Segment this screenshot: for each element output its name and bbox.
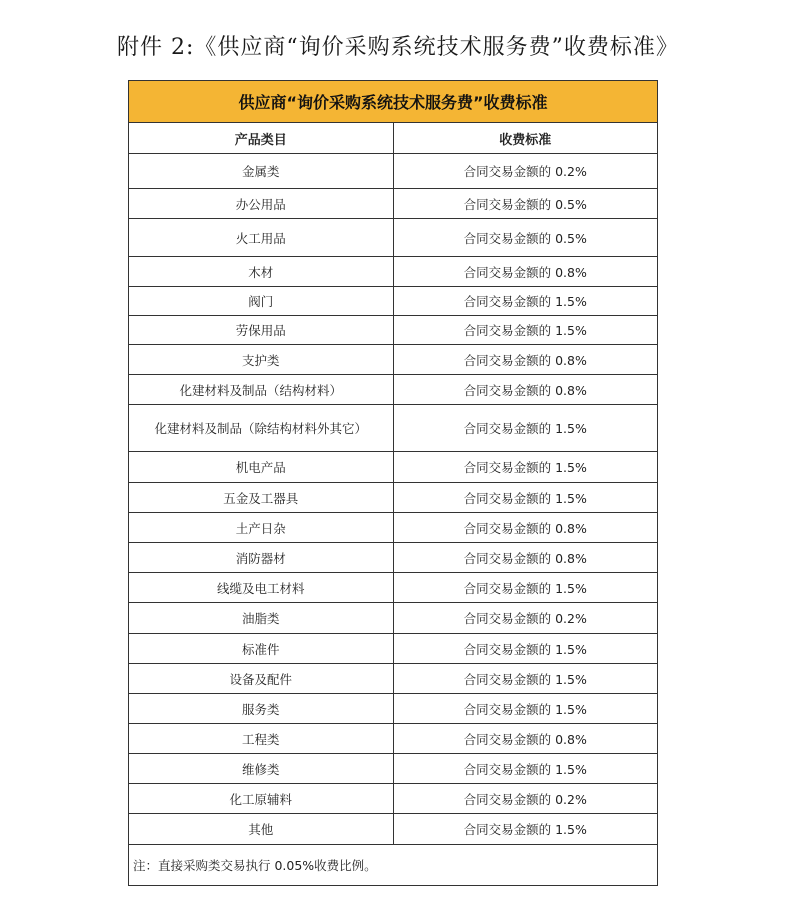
table-row bbox=[129, 219, 658, 257]
table-row bbox=[129, 483, 658, 513]
table-row bbox=[129, 724, 658, 754]
category-cell: 木材 bbox=[129, 257, 394, 287]
table-title-row bbox=[129, 81, 658, 123]
category-cell: 线缆及电工材料 bbox=[129, 573, 394, 603]
category-cell: 劳保用品 bbox=[129, 316, 394, 345]
category-cell: 化工原辅料 bbox=[129, 784, 394, 814]
rate-cell: 合同交易金额的 1.5% bbox=[393, 405, 658, 452]
category-cell: 办公用品 bbox=[129, 189, 394, 219]
table-row bbox=[129, 452, 658, 483]
category-cell: 化建材料及制品（结构材料） bbox=[129, 375, 394, 405]
table-row bbox=[129, 814, 658, 845]
category-cell: 阀门 bbox=[129, 287, 394, 316]
fee-standard-table bbox=[128, 80, 658, 886]
category-cell: 标准件 bbox=[129, 634, 394, 664]
table-row bbox=[129, 345, 658, 375]
table-row bbox=[129, 694, 658, 724]
table-row bbox=[129, 287, 658, 316]
rate-cell: 合同交易金额的 1.5% bbox=[393, 814, 658, 845]
rate-cell: 合同交易金额的 0.8% bbox=[393, 724, 658, 754]
table-note: 注：直接采购类交易执行 0.05%收费比例。 bbox=[129, 845, 658, 886]
category-cell: 设备及配件 bbox=[129, 664, 394, 694]
category-cell: 维修类 bbox=[129, 754, 394, 784]
table-row bbox=[129, 543, 658, 573]
column-header-category: 产品类目 bbox=[129, 123, 394, 154]
table-row bbox=[129, 573, 658, 603]
category-cell: 油脂类 bbox=[129, 603, 394, 634]
rate-cell: 合同交易金额的 1.5% bbox=[393, 287, 658, 316]
category-cell: 金属类 bbox=[129, 154, 394, 189]
rate-cell: 合同交易金额的 0.2% bbox=[393, 603, 658, 634]
category-cell: 工程类 bbox=[129, 724, 394, 754]
table-row bbox=[129, 664, 658, 694]
table-title: 供应商“询价采购系统技术服务费”收费标准 bbox=[129, 81, 658, 123]
document-heading: 附件 2:《供应商“询价采购系统技术服务费”收费标准》 bbox=[117, 35, 679, 60]
rate-cell: 合同交易金额的 0.5% bbox=[393, 189, 658, 219]
rate-cell: 合同交易金额的 0.5% bbox=[393, 219, 658, 257]
table-row bbox=[129, 375, 658, 405]
table-row bbox=[129, 513, 658, 543]
table-row bbox=[129, 405, 658, 452]
category-cell: 化建材料及制品（除结构材料外其它） bbox=[129, 405, 394, 452]
table-row bbox=[129, 603, 658, 634]
rate-cell: 合同交易金额的 1.5% bbox=[393, 452, 658, 483]
rate-cell: 合同交易金额的 0.2% bbox=[393, 784, 658, 814]
rate-cell: 合同交易金额的 0.8% bbox=[393, 543, 658, 573]
category-cell: 消防器材 bbox=[129, 543, 394, 573]
category-cell: 支护类 bbox=[129, 345, 394, 375]
note-row bbox=[129, 845, 658, 886]
rate-cell: 合同交易金额的 1.5% bbox=[393, 754, 658, 784]
rate-cell: 合同交易金额的 0.8% bbox=[393, 375, 658, 405]
category-cell: 其他 bbox=[129, 814, 394, 845]
table-row bbox=[129, 784, 658, 814]
rate-cell: 合同交易金额的 0.8% bbox=[393, 257, 658, 287]
table-row bbox=[129, 634, 658, 664]
category-cell: 机电产品 bbox=[129, 452, 394, 483]
rate-cell: 合同交易金额的 1.5% bbox=[393, 664, 658, 694]
category-cell: 服务类 bbox=[129, 694, 394, 724]
rate-cell: 合同交易金额的 1.5% bbox=[393, 634, 658, 664]
rate-cell: 合同交易金额的 1.5% bbox=[393, 694, 658, 724]
rate-cell: 合同交易金额的 1.5% bbox=[393, 573, 658, 603]
rate-cell: 合同交易金额的 0.8% bbox=[393, 513, 658, 543]
rate-cell: 合同交易金额的 1.5% bbox=[393, 483, 658, 513]
table-row bbox=[129, 316, 658, 345]
table-row bbox=[129, 189, 658, 219]
table-header-row bbox=[129, 123, 658, 154]
rate-cell: 合同交易金额的 0.8% bbox=[393, 345, 658, 375]
rate-cell: 合同交易金额的 1.5% bbox=[393, 316, 658, 345]
category-cell: 五金及工器具 bbox=[129, 483, 394, 513]
table-row bbox=[129, 257, 658, 287]
category-cell: 火工用品 bbox=[129, 219, 394, 257]
category-cell: 土产日杂 bbox=[129, 513, 394, 543]
rate-cell: 合同交易金额的 0.2% bbox=[393, 154, 658, 189]
column-header-rate: 收费标准 bbox=[393, 123, 658, 154]
table-row bbox=[129, 754, 658, 784]
table-row bbox=[129, 154, 658, 189]
